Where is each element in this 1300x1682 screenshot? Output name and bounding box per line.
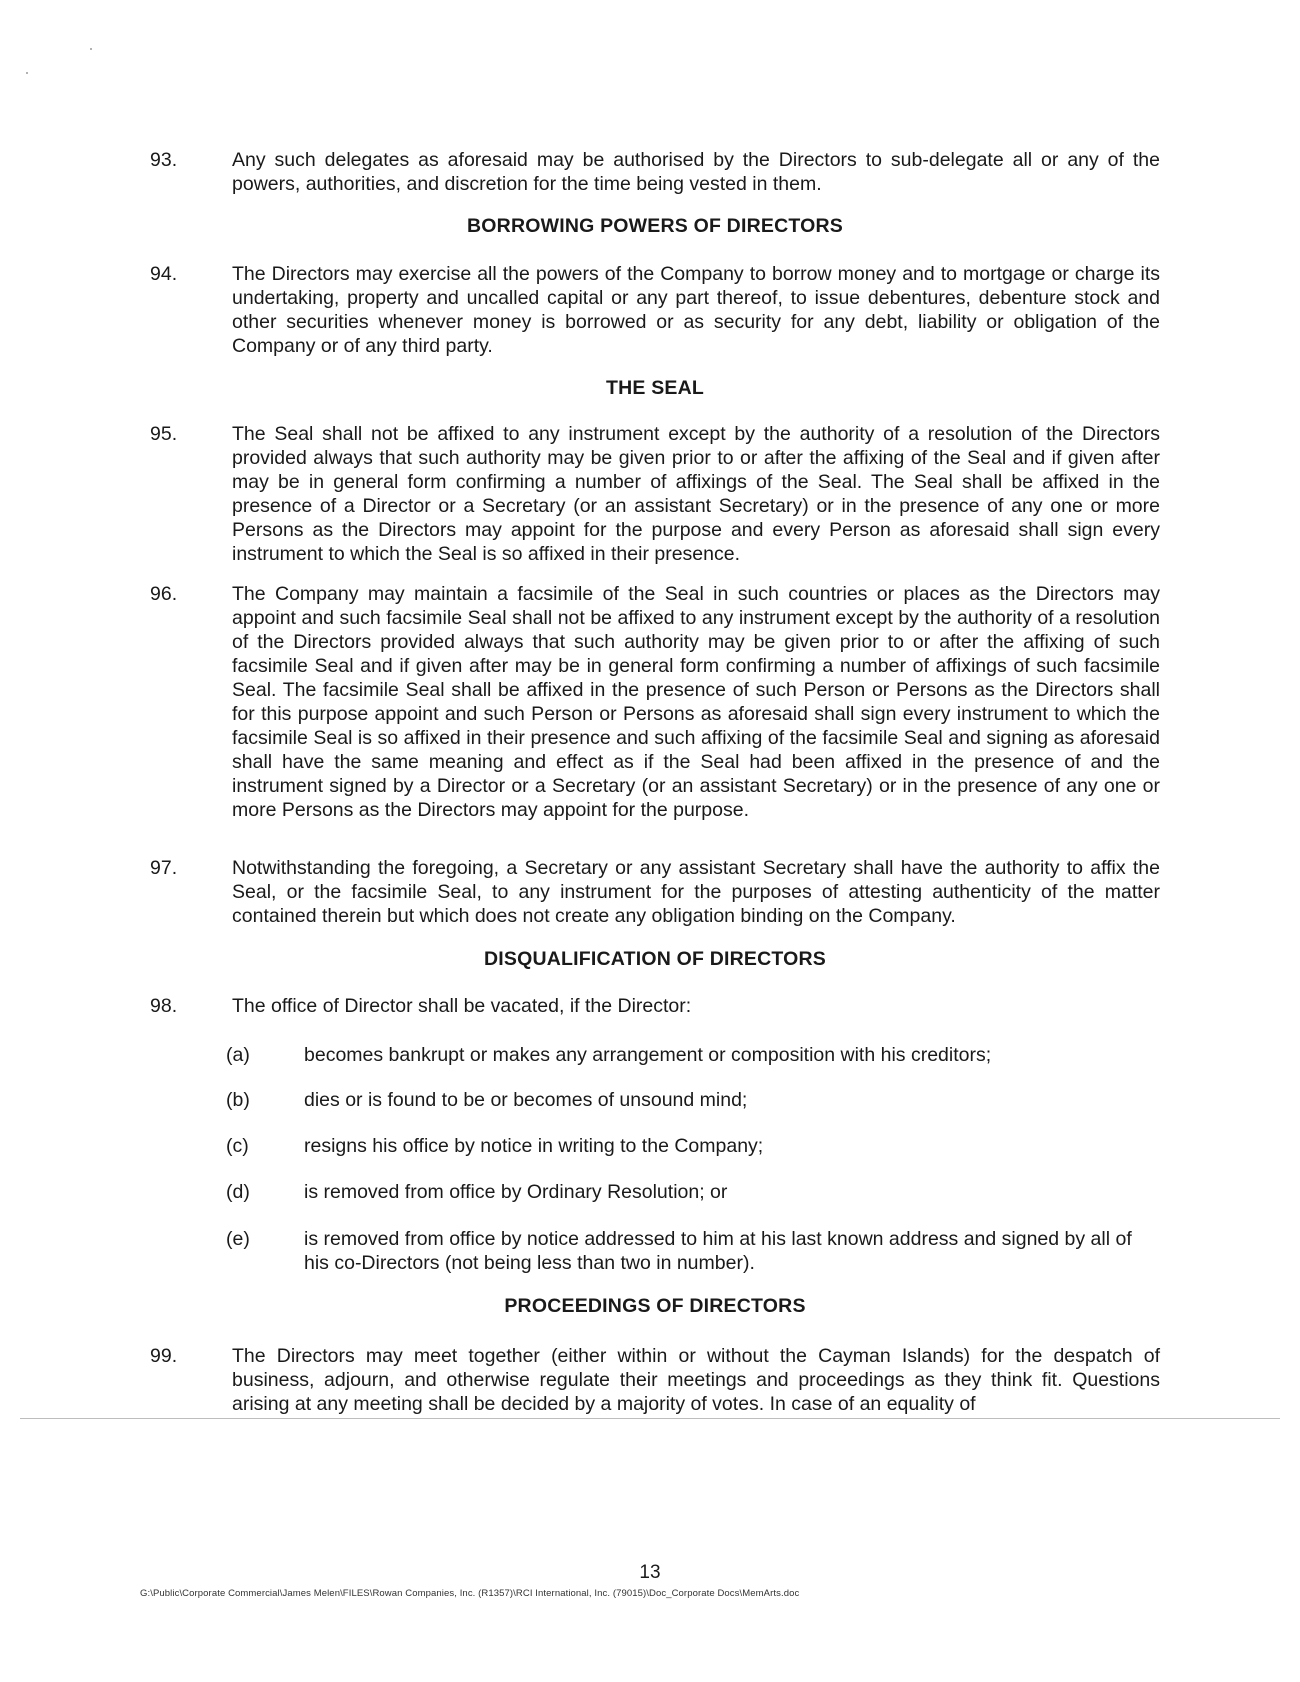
subclause-letter: (c) <box>226 1135 249 1157</box>
scan-line-divider <box>20 1418 1280 1419</box>
subclause-c <box>226 1134 1156 1158</box>
clause-text: The office of Director shall be vacated, if the Director: <box>232 995 692 1017</box>
subclause-a <box>226 1043 1156 1067</box>
heading-disqualification: DISQUALIFICATION OF DIRECTORS <box>484 948 826 970</box>
subclause-text: is removed from office by Ordinary Resolution; or <box>304 1181 728 1203</box>
clause-93 <box>150 148 1160 196</box>
clause-number: 97. <box>150 857 178 879</box>
subclause-text: dies or is found to be or becomes of unsound mind; <box>304 1089 748 1111</box>
clause-text: The Directors may exercise all the powers of the Company to borrow money and to mortgage or charge its undertaking, property and uncalled capital or any part thereof, to issue debentures, debenture stock and other securities whenever money is borrowed or as security for any debt, liability or obligation of the Company or of any third party. <box>232 263 1160 357</box>
clause-text: The Seal shall not be affixed to any instrument except by the authority of a resolution of the Directors provided always that such authority may be given prior to or after the affixing of the Seal and if given after may be in general form confirming a number of affixings of the Seal. The Seal shall be affixed in the presence of a Director or a Secretary (or an assistant Secretary) or in the presence of any one or more Persons as the Directors may appoint for the purpose and every Person as aforesaid shall sign every instrument to which the Seal is so affixed in their presence. <box>232 423 1160 565</box>
subclause-letter: (b) <box>226 1089 250 1111</box>
clause-96 <box>150 582 1160 822</box>
heading-proceedings: PROCEEDINGS OF DIRECTORS <box>504 1295 806 1317</box>
scan-speck <box>26 72 28 74</box>
subclause-text: becomes bankrupt or makes any arrangement or composition with his creditors; <box>304 1044 992 1066</box>
clause-text: The Directors may meet together (either within or without the Cayman Islands) for the despatch of business, adjourn, and otherwise regulate their meetings and proceedings as they think fit. Questions arising at any meeting shall be decided by a majority of votes. In case of an equality of <box>232 1345 1160 1415</box>
clause-number: 94. <box>150 263 178 285</box>
subclause-letter: (e) <box>226 1228 250 1250</box>
subclause-text: is removed from office by notice addressed to him at his last known address and signed by all of his co-Directors (not being less than two in number). <box>304 1228 1132 1274</box>
heading-the-seal: THE SEAL <box>605 377 705 399</box>
subclause-text: resigns his office by notice in writing to the Company; <box>304 1135 764 1157</box>
clause-94 <box>150 262 1160 358</box>
footer-file-path: G:\Public\Corporate Commercial\James Melen\FILES\Rowan Companies, Inc. (R1357)\RCI International, Inc. (79015)\Doc_Corporate Docs\MemArts.doc <box>140 1588 800 1599</box>
clause-99 <box>150 1344 1160 1416</box>
clause-text: Any such delegates as aforesaid may be authorised by the Directors to sub-delegate all or any of the powers, authorities, and discretion for the time being vested in them. <box>232 149 1160 195</box>
clause-95 <box>150 422 1160 566</box>
clause-98 <box>150 994 1160 1018</box>
clause-number: 95. <box>150 423 178 445</box>
subclause-e <box>226 1227 1156 1275</box>
subclause-d <box>226 1180 1156 1204</box>
scan-speck <box>90 48 92 50</box>
clause-text: Notwithstanding the foregoing, a Secretary or any assistant Secretary shall have the authority to affix the Seal, or the facsimile Seal, to any instrument for the purposes of attesting authenticity of the matter contained therein but which does not create any obligation binding on the Company. <box>232 857 1160 927</box>
clause-number: 98. <box>150 995 178 1017</box>
subclause-letter: (d) <box>226 1181 250 1203</box>
page-number: 13 <box>639 1562 661 1583</box>
clause-number: 96. <box>150 583 178 605</box>
clause-text: The Company may maintain a facsimile of the Seal in such countries or places as the Directors may appoint and such facsimile Seal shall not be affixed to any instrument except by the authority of a resolution of the Directors provided always that such authority may be given prior to or after the affixing of such facsimile Seal and if given after may be in general form confirming a number of affixings of such facsimile Seal. The facsimile Seal shall be affixed in the presence of such Person or Persons as the Directors shall for this purpose appoint and such Person or Persons as aforesaid shall sign every instrument to which the facsimile Seal is so affixed in their presence and such affixing of the facsimile Seal and signing as aforesaid shall have the same meaning and effect as if the Seal had been affixed in the presence of and the instrument signed by a Director or a Secretary (or an assistant Secretary) or in the presence of any one or more Persons as the Directors may appoint for the purpose. <box>232 583 1160 821</box>
subclause-letter: (a) <box>226 1044 250 1066</box>
clause-97 <box>150 856 1160 928</box>
heading-borrowing-powers: BORROWING POWERS OF DIRECTORS <box>467 215 843 237</box>
clause-number: 93. <box>150 149 178 171</box>
subclause-b <box>226 1088 1156 1112</box>
clause-number: 99. <box>150 1345 178 1367</box>
